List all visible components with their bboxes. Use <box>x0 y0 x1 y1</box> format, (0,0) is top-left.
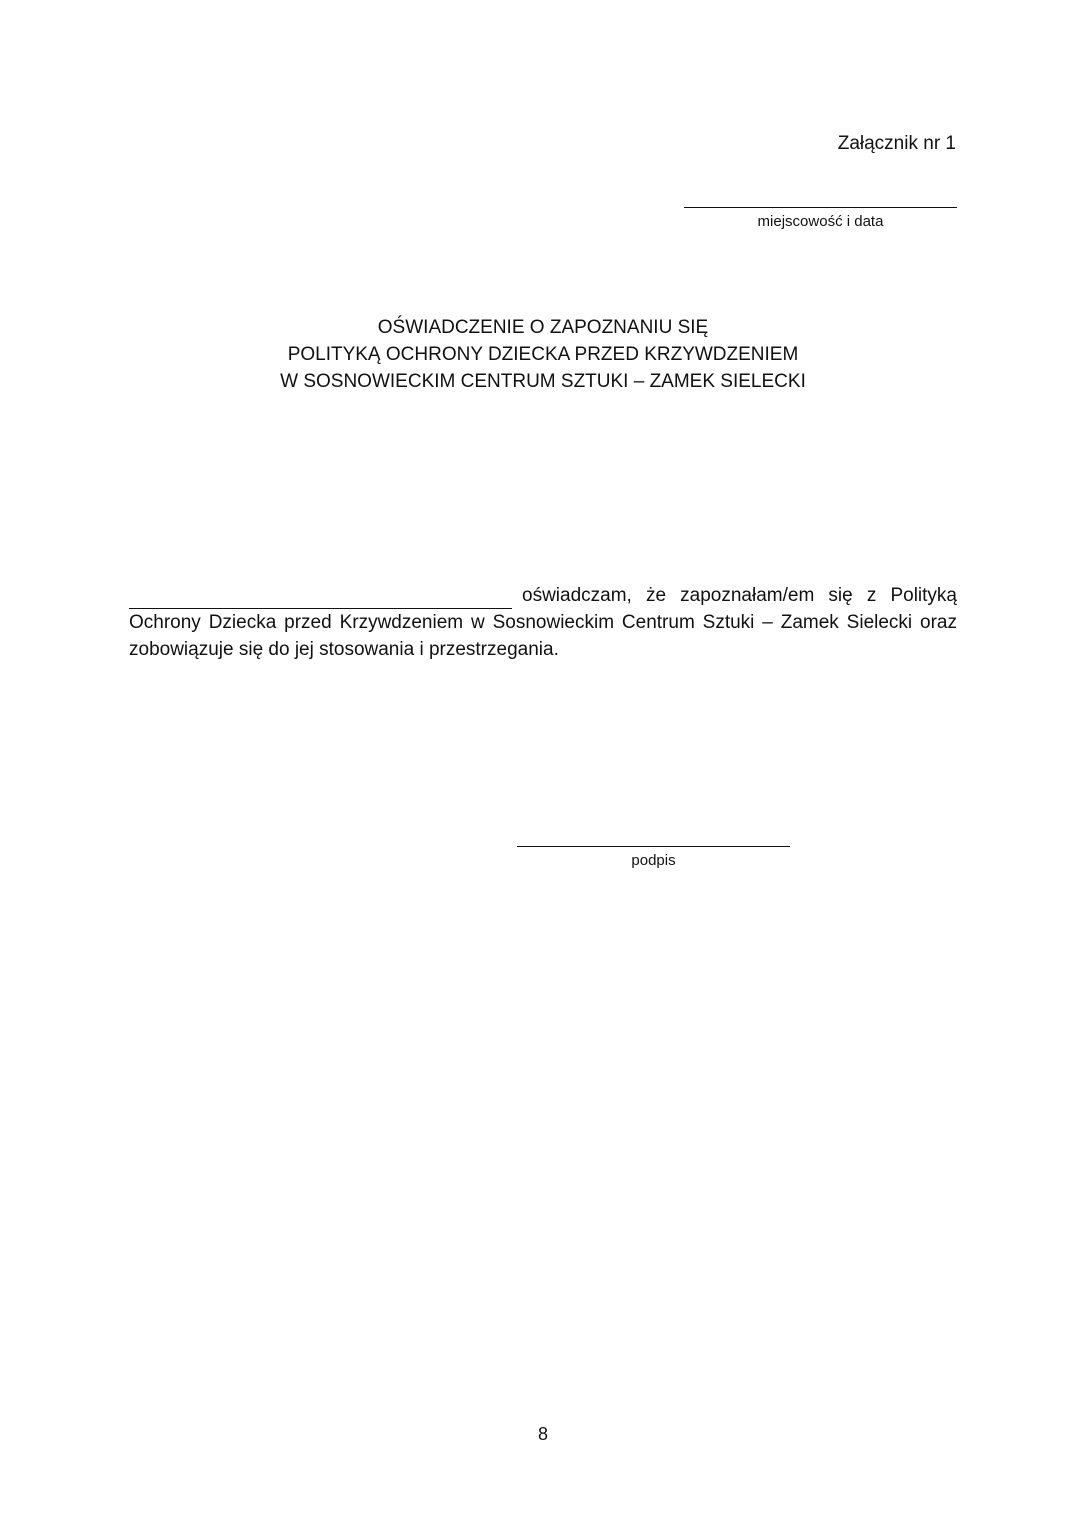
place-date-caption: miejscowość i data <box>757 213 884 230</box>
statement-word: oświadczam, <box>522 585 632 606</box>
document-title <box>0 314 1086 395</box>
statement-row-3: zobowiązuje się do jej stosowania i przestrzegania. <box>129 639 559 660</box>
page-number: 8 <box>537 1424 548 1444</box>
statement-word: Polityką <box>890 585 957 606</box>
title-line-3: W SOSNOWIECKIM CENTRUM SZTUKI – ZAMEK SIELECKI <box>280 371 806 392</box>
statement-word: że <box>645 585 667 606</box>
statement-row-1 <box>129 582 957 609</box>
place-date-line <box>684 185 957 208</box>
name-blank-line <box>129 588 512 609</box>
annex-label: Załącznik nr 1 <box>837 133 956 154</box>
signature-caption: podpis <box>631 852 676 869</box>
statement-row-2: Ochrony Dziecka przed Krzywdzeniem w Sosnowieckim Centrum Sztuki – Zamek Sielecki oraz <box>129 612 957 633</box>
title-line-2: POLITYKĄ OCHRONY DZIECKA PRZED KRZYWDZENIEM <box>287 344 799 365</box>
title-line-1: OŚWIADCZENIE O ZAPOZNANIU SIĘ <box>377 317 709 338</box>
place-date-field <box>684 185 957 232</box>
statement-paragraph <box>129 582 957 663</box>
statement-word: zapoznałam/em <box>680 585 815 606</box>
signature-field <box>517 824 790 871</box>
statement-word: z <box>866 585 877 606</box>
statement-word: się <box>828 585 853 606</box>
signature-line <box>517 824 790 847</box>
statement-row-1-text <box>522 582 957 609</box>
